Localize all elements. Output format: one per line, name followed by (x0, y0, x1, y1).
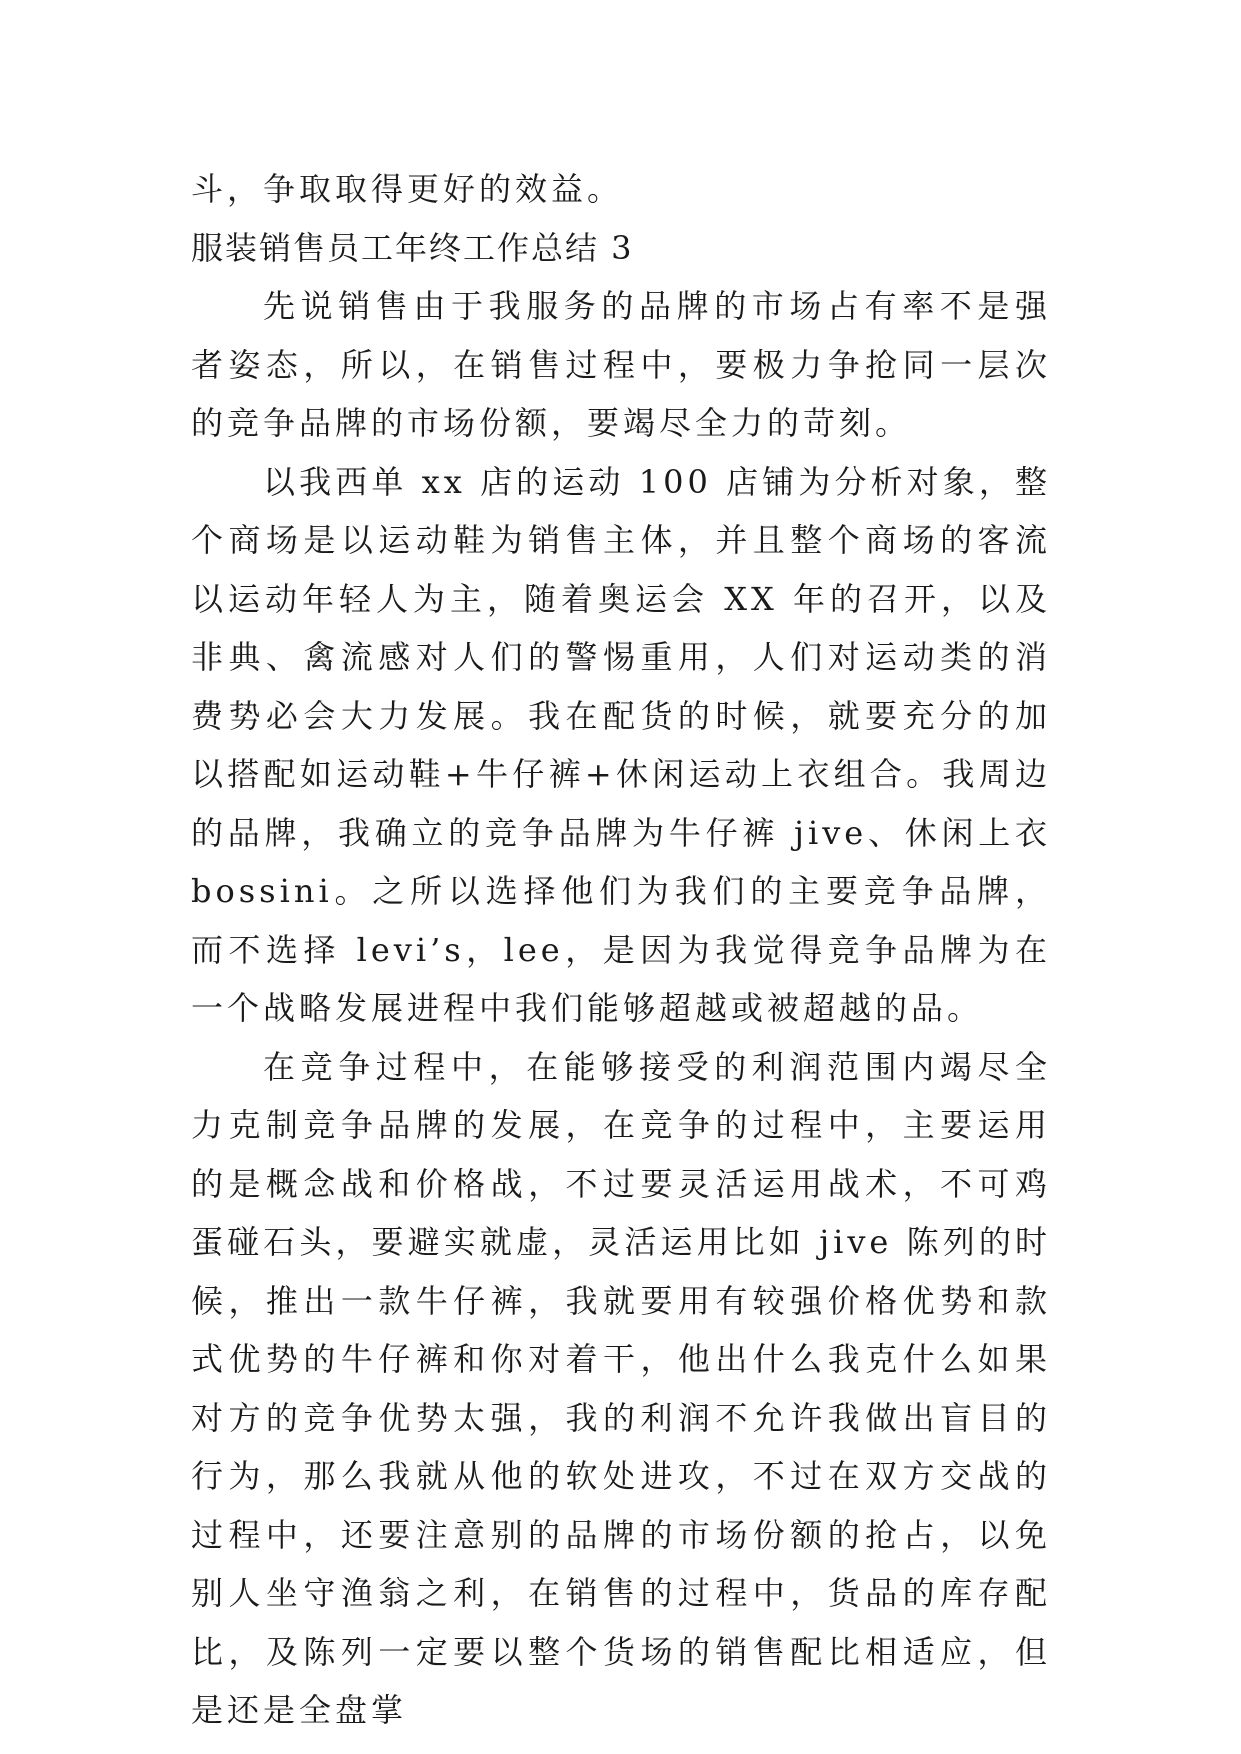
document-body (191, 160, 1051, 1740)
paragraph-competition: 在竞争过程中，在能够接受的利润范围内竭尽全力克制竞争品牌的发展，在竞争的过程中，主要运用的是概念战和价格战，不过要灵活运用战术，不可鸡蛋碰石头，要避实就虚，灵活运用比如 jive 陈列的时候，推出一款牛仔裤，我就要用有较强价格优势和款式优势的牛仔裤和你对着干，他出什么我克什么如果对方的竞争优势太强，我的利润不允许我做出盲目的行为，那么我就从他的软处进攻，不过在双方交战的过程中，还要注意别的品牌的市场份额的抢占，以免别人坐守渔翁之利，在销售的过程中，货品的库存配比，及陈列一定要以整个货场的销售配比相适应，但是还是全盘掌 (191, 1047, 1051, 1729)
section-heading: 服装销售员工年终工作总结 3 (191, 228, 634, 267)
paragraph-continuation: 斗，争取取得更好的效益。 (191, 170, 624, 208)
paragraph-sales-intro: 先说销售由于我服务的品牌的市场占有率不是强者姿态，所以，在销售过程中，要极力争抢同一层次的竞争品牌的市场份额，要竭尽全力的苛刻。 (191, 287, 1051, 442)
paragraph-store-analysis: 以我西单 xx 店的运动 100 店铺为分析对象，整个商场是以运动鞋为销售主体，并且整个商场的客流以运动年轻人为主，随着奥运会 XX 年的召开，以及非典、禽流感对人们的警惕重用，人们对运动类的消费势必会大力发展。我在配货的时候，就要充分的加以搭配如运动鞋+牛仔裤+休闲运动上衣组合。我周边的品牌，我确立的竞争品牌为牛仔裤 jive、休闲上衣 bossini。之所以选择他们为我们的主要竞争品牌，而不选择 levi’s，lee，是因为我觉得竞争品牌为在一个战略发展进程中我们能够超越或被超越的品。 (191, 462, 1051, 1027)
